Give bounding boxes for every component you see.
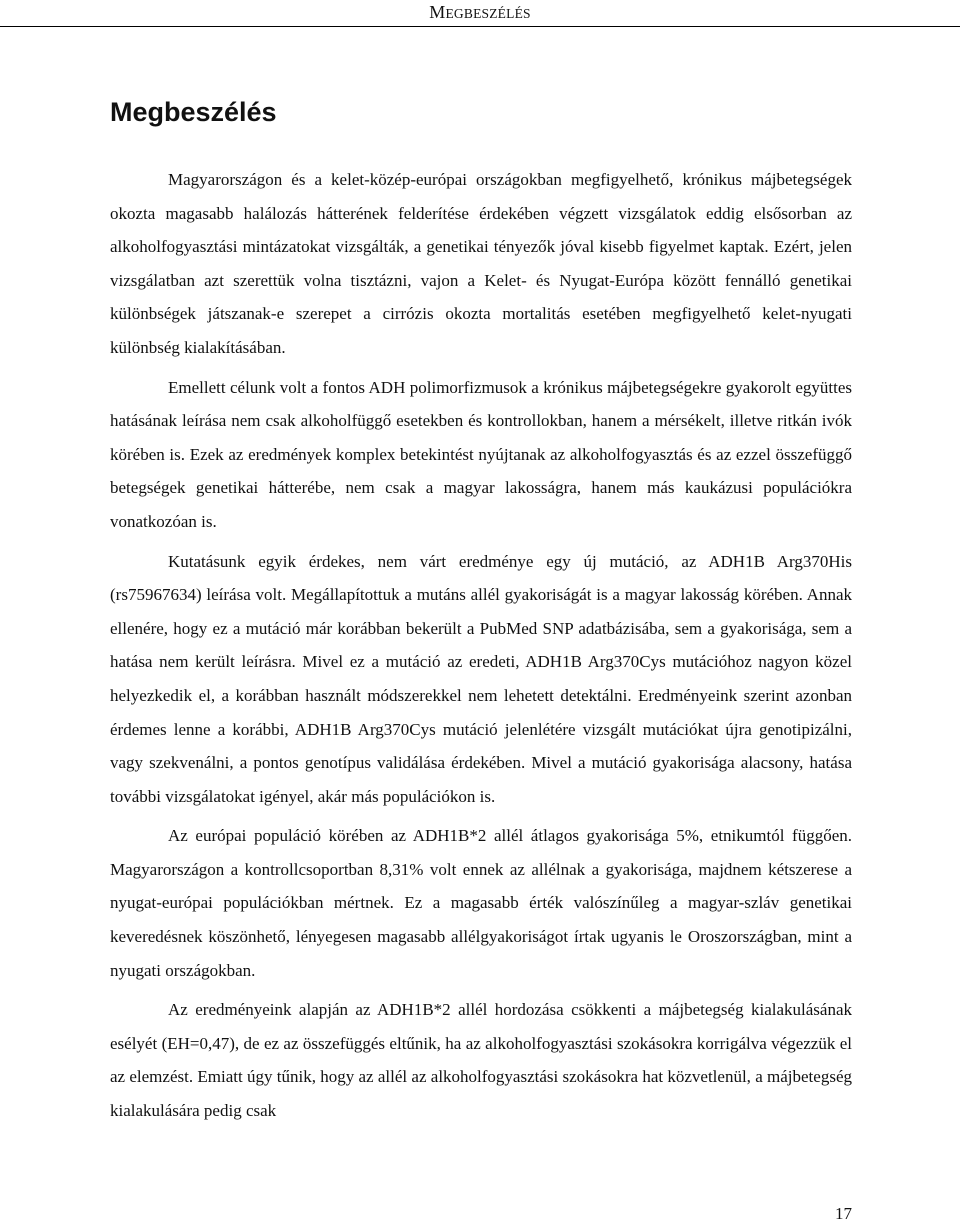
paragraph-3: Kutatásunk egyik érdekes, nem várt eredménye egy új mutáció, az ADH1B Arg370His (rs75967634) leírása volt. Megállapítottuk a mutáns allél gyakoriságát is a magyar lakosság körében. Annak ellenére, hogy ez a mutáció már korábban bekerült a PubMed SNP adatbázisába, sem a gyakorisága, sem a hatása nem került leírásra. Mivel ez a mutáció az eredeti, ADH1B Arg370Cys mutációhoz nagyon közel helyezkedik el, a korábban használt módszerekkel nem lehetett detektálni. Eredményeink szerint azonban érdemes lenne a korábbi, ADH1B Arg370Cys mutáció jelenlétére vizsgált mutációkat újra genotipizálni, vagy szekvenálni, a pontos genotípus validálása érdekében. Mivel a mutáció gyakorisága alacsony, hatása további vizsgálatokat igényel, akár más populációkon is. [110, 551, 852, 806]
paragraph-5: Az eredményeink alapján az ADH1B*2 allél hordozása csökkenti a májbetegség kialakulásának esélyét (EH=0,47), de ez az összefüggés eltűnik, ha az alkoholfogyasztási szokásokra korrigálva végezzük el az elemzést. Emiatt úgy tűnik, hogy az allél az alkoholfogyasztási szokásokra hat közvetlenül, a májbetegség kialakulására pedig csak [110, 1000, 852, 1121]
paragraph-1: Magyarországon és a kelet-közép-európai országokban megfigyelhető, krónikus májbetegségek okozta magasabb halálozás hátterének felderítése érdekében végzett vizsgálatok eddig elsősorban az alkoholfogyasztási mintázatokat vizsgálták, a genetikai tényezők jóval kisebb figyelmet kaptak. Ezért, jelen vizsgálatban azt szerettük volna tisztázni, vajon a Kelet- és Nyugat-Európa között fennálló genetikai különbségek játszanak-e szerepet a cirrózis okozta mortalitás esetében megfigyelhető kelet-nyugati különbség kialakításában. [110, 170, 852, 357]
running-header [0, 0, 960, 27]
page-number: 17 [835, 1204, 852, 1223]
running-header-rest: EGBESZÉLÉS [445, 6, 531, 21]
paragraph-4: Az európai populáció körében az ADH1B*2 allél átlagos gyakorisága 5%, etnikumtól függően. Magyarországon a kontrollcsoportban 8,31% volt ennek az allélnak a gyakorisága, majdnem kétszerese a nyugat-európai populációkban mértnek. Ez a magasabb érték valószínűleg a magyar-szláv genetikai keveredésnek köszönhető, lényegesen magasabb allélgyakoriságot írtak ugyanis le Oroszországban, mint a nyugati országokban. [110, 826, 852, 980]
section-title: Megbeszélés [110, 97, 277, 127]
body-text [110, 163, 852, 1134]
paragraph-2: Emellett célunk volt a fontos ADH polimorfizmusok a krónikus májbetegségekre gyakorolt együttes hatásának leírása nem csak alkoholfüggő esetekben és kontrollokban, hanem a mérsékelt, illetve ritkán ivók körében is. Ezek az eredmények komplex betekintést nyújtanak az alkoholfogyasztás és az ezzel összefüggő betegségek genetikai hátterébe, nem csak a magyar lakosságra, hanem más kaukázusi populációkra vonatkozóan is. [110, 377, 852, 531]
running-header-initial: M [429, 2, 446, 22]
